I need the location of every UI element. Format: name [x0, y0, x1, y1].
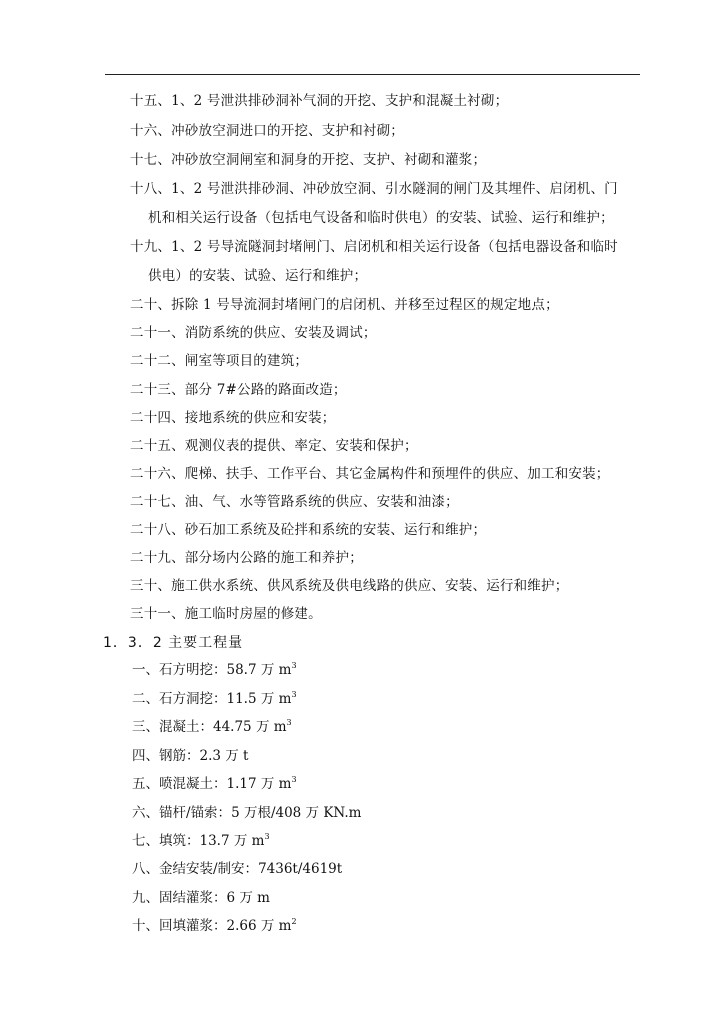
quantity-item [132, 917, 297, 935]
scope-item: 二十三、部分 7#公路的路面改造； [130, 382, 347, 398]
quantity-label: 九、固结灌浆： [132, 890, 227, 906]
scope-item: 十九、1、2 号导流隧洞封堵闸门、启闭机和相关运行设备（包括电器设备和临时 [130, 239, 618, 255]
quantity-label: 四、钢筋： [132, 748, 200, 764]
scope-item: 十七、冲砂放空洞闸室和洞身的开挖、支护、衬砌和灌浆； [130, 152, 487, 168]
scope-item: 三十一、施工临时房屋的修建。 [130, 606, 322, 622]
quantity-label: 三、混凝土： [132, 719, 213, 735]
quantity-item [132, 690, 297, 708]
unit-exponent: 2 [291, 917, 297, 926]
quantity-item [132, 889, 270, 907]
scope-item: 三十、施工供水系统、供风系统及供电线路的供应、安装、运行和维护； [130, 578, 569, 594]
quantity-item [132, 832, 270, 850]
unit-exponent: 3 [264, 832, 270, 841]
scope-item: 十六、冲砂放空洞进口的开挖、支护和衬砌； [130, 123, 404, 139]
scope-item: 十八、1、2 号泄洪排砂洞、冲砂放空洞、引水隧洞的闸门及其埋件、启闭机、门 [130, 181, 618, 197]
section-heading: 1．3．2 主要工程量 [103, 635, 244, 651]
quantity-value: 5 万根/408 万 KN.m [231, 805, 362, 821]
scope-item: 二十六、爬梯、扶手、工作平台、其它金属构件和预埋件的供应、加工和安装； [130, 466, 610, 482]
quantity-value: 6 万 m [226, 890, 270, 906]
quantity-label: 一、石方明挖： [132, 662, 227, 678]
scope-item: 二十七、油、气、水等管路系统的供应、安装和油漆； [130, 494, 459, 510]
quantity-label: 二、石方洞挖： [132, 691, 227, 707]
scope-item: 二十、拆除 1 号导流洞封堵闸门的启闭机、并移至过程区的规定地点； [130, 297, 559, 313]
quantity-item [132, 718, 292, 736]
quantity-label: 十、回填灌浆： [132, 918, 227, 934]
quantity-item [132, 775, 297, 793]
unit-exponent: 3 [291, 690, 297, 699]
quantity-item [132, 804, 361, 822]
quantity-label: 五、喷混凝土： [132, 776, 227, 792]
unit-exponent: 3 [291, 775, 297, 784]
scope-item: 二十八、砂石加工系统及砼拌和系统的安装、运行和维护； [130, 522, 487, 538]
quantity-item [132, 747, 248, 765]
quantity-label: 六、锚杆/锚索： [132, 805, 232, 821]
quantity-value: 1.17 万 m [226, 776, 292, 792]
quantity-value: 58.7 万 m [226, 662, 292, 678]
scope-item: 二十四、接地系统的供应和安装； [130, 410, 336, 426]
quantity-value: 7436t/4619t [258, 861, 343, 877]
quantity-label: 七、填筑： [132, 833, 200, 849]
scope-item: 二十二、闸室等项目的建筑； [130, 353, 309, 369]
quantity-value: 13.7 万 m [199, 833, 265, 849]
scope-item-continuation: 供电）的安装、试验、运行和维护； [148, 268, 368, 284]
unit-exponent: 3 [291, 661, 297, 670]
scope-item: 十五、1、2 号泄洪排砂洞补气洞的开挖、支护和混凝土衬砌； [130, 93, 509, 109]
quantity-label: 八、金结安装/制安： [132, 861, 259, 877]
quantity-value: 2.66 万 m [226, 918, 292, 934]
header-rule [105, 74, 640, 75]
quantity-value: 2.3 万 t [199, 748, 249, 764]
scope-item: 二十一、消防系统的供应、安装及调试； [130, 325, 377, 341]
scope-item-continuation: 机和相关运行设备（包括电气设备和临时供电）的安装、试验、运行和维护； [148, 210, 614, 226]
scope-item: 二十五、观测仪表的提供、率定、安装和保护； [130, 438, 418, 454]
scope-item: 二十九、部分场内公路的施工和养护； [130, 550, 363, 566]
quantity-value: 11.5 万 m [226, 691, 292, 707]
quantity-value: 44.75 万 m [213, 719, 287, 735]
quantity-item [132, 860, 342, 878]
unit-exponent: 3 [286, 718, 292, 727]
quantity-item [132, 661, 297, 679]
